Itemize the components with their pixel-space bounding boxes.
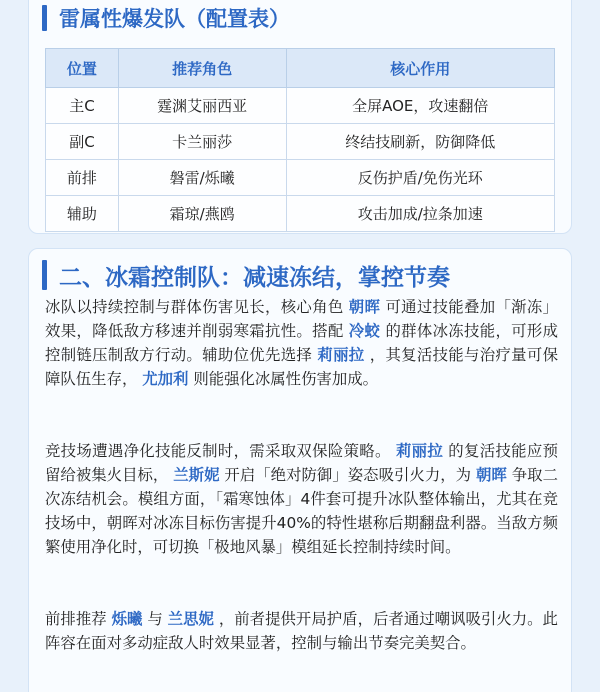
config-table	[45, 48, 555, 232]
cell-role: 磐雷/烁曦	[118, 160, 286, 196]
header-position: 位置	[46, 49, 119, 88]
table-row	[46, 160, 555, 196]
cell-function: 终结技刷新，防御降低	[286, 124, 555, 160]
highlight-character: 莉丽拉	[395, 442, 444, 460]
highlight-character: 兰思妮	[167, 610, 214, 628]
section-title-text: 雷属性爆发队（配置表）	[59, 7, 290, 31]
highlight-character: 朝晖	[348, 298, 381, 316]
cell-position: 前排	[46, 160, 119, 196]
cell-role: 卡兰丽莎	[118, 124, 286, 160]
paragraph-frontline: 前排推荐 烁曦 与 兰思妮 ，前者提供开局护盾，后者通过嘲讽吸引火力。此阵容在面对多动症敌人时效果显著，控制与输出节奏完美契合。	[45, 610, 558, 652]
title-accent-bar	[42, 5, 47, 31]
cell-role: 霜琼/燕鸥	[118, 196, 286, 232]
cell-function: 攻击加成/拉条加速	[286, 196, 555, 232]
highlight-character: 烁曦	[111, 610, 143, 628]
highlight-character: 尤加利	[142, 370, 189, 388]
cell-function: 全屏AOE，攻速翻倍	[286, 88, 555, 124]
table-row	[46, 88, 555, 124]
section-title-ice	[42, 259, 450, 291]
cell-position: 主C	[46, 88, 119, 124]
cell-role: 霆渊艾丽西亚	[118, 88, 286, 124]
highlight-character: 朝晖	[475, 466, 507, 484]
table-row	[46, 196, 555, 232]
paragraph-intro: 冰队以持续控制与群体伤害见长，核心角色 朝晖 可通过技能叠加「渐冻」效果，降低敌方移速并削弱寒霜抗性。搭配 冷蛟 的群体冰冻技能，可形成控制链压制敌方行动。辅助位优先选择 莉丽拉 ，其复活技能与治疗量可保障队伍生存， 尤加利 则能强化冰属性伤害加成。	[45, 298, 558, 388]
table-header-row	[46, 49, 555, 88]
table-row	[46, 124, 555, 160]
section-title-text: 二、冰霜控制队：减速冻结，掌控节奏	[59, 264, 450, 291]
highlight-character: 莉丽拉	[317, 346, 365, 364]
header-function: 核心作用	[286, 49, 555, 88]
title-accent-bar	[42, 260, 47, 290]
highlight-character: 兰斯妮	[173, 466, 220, 484]
cell-position: 副C	[46, 124, 119, 160]
highlight-character: 冷蛟	[348, 322, 381, 340]
header-role: 推荐角色	[118, 49, 286, 88]
paragraph-arena: 竞技场遭遇净化技能反制时，需采取双保险策略。 莉丽拉 的复活技能应预留给被集火目标， 兰斯妮 开启「绝对防御」姿态吸引火力，为 朝晖 争取二次冻结机会。模组方面，「霜寒蚀体」4件套可提升冰队整体输出，尤其在竞技场中，朝晖对冰冻目标伤害提升40%的特性堪称后期翻盘利器。当敌方频繁使用净化时，可切换「极地风暴」模组延长控制持续时间。	[45, 442, 558, 556]
section-title-thunder	[42, 4, 290, 32]
cell-function: 反伤护盾/免伤光环	[286, 160, 555, 196]
cell-position: 辅助	[46, 196, 119, 232]
